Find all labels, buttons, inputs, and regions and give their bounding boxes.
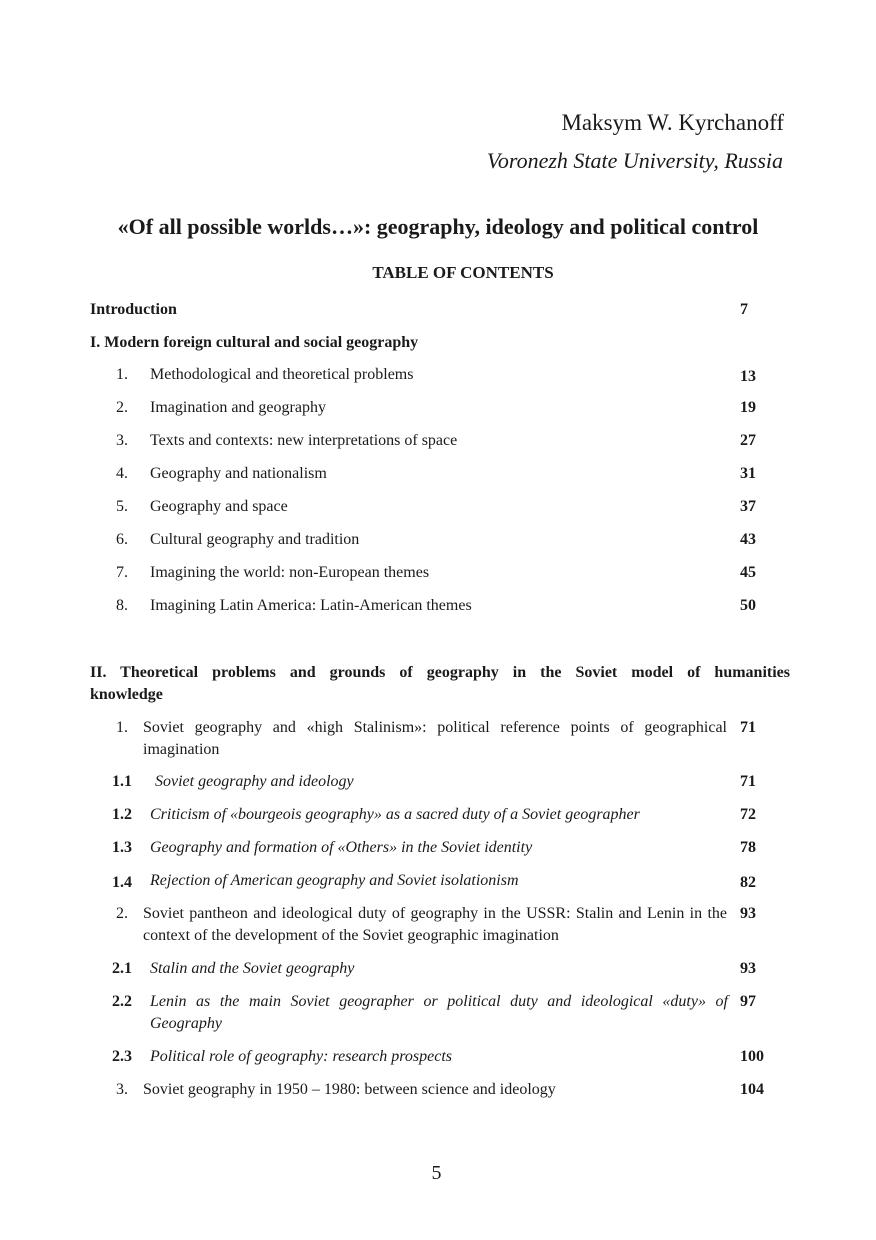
page-number: 5 [431,1162,442,1184]
toc-entry-text: Soviet geography and «high Stalinism»: political reference points of geographical imagination [143,719,727,758]
toc-entry-page: 7 [740,301,748,318]
author-affiliation: Voronezh State University, Russia [486,148,783,173]
toc-entry-number: 6. [116,531,128,548]
toc-subentry-page: 93 [740,960,756,977]
toc-part-2-heading-line2: knowledge [90,686,163,703]
toc-entry-page: 93 [740,905,756,922]
toc-subentry [90,991,790,1035]
toc-entry-page: 19 [740,399,756,416]
document-title: «Of all possible worlds…»: geography, ideology and political control [117,214,759,239]
toc-subentry-page: 82 [740,874,756,891]
toc-entry-text: Imagining Latin America: Latin-American themes [150,597,472,614]
toc-part-2-heading-line1: II. Theoretical problems and grounds of geography in the Soviet model of humanities [90,664,790,681]
toc-subentry-text: Soviet geography and ideology [155,773,354,790]
toc-entry-page: 27 [740,432,756,449]
toc-subentry-page: 97 [740,993,756,1010]
toc-subentry-page: 100 [740,1048,764,1065]
toc-entry-page: 37 [740,498,756,515]
toc-subentry-number: 1.1 [112,773,132,790]
toc-entry-number: 3. [116,1081,128,1098]
toc-entry-text: Soviet geography in 1950 – 1980: between science and ideology [143,1081,556,1098]
toc-subentry-number: 1.2 [112,806,132,823]
author-name: Maksym W. Kyrchanoff [561,110,784,135]
toc-entry-page: 71 [740,719,756,736]
toc-entry-page: 43 [740,531,756,548]
toc-subentry-page: 71 [740,773,756,790]
toc-entry-number: 1. [116,719,128,736]
toc-entry-page: 104 [740,1081,764,1098]
toc-subentry-page: 72 [740,806,756,823]
toc-entry-number: 7. [116,564,128,581]
toc-entry-number: 4. [116,465,128,482]
toc-entry-introduction [90,299,790,321]
toc-subentry-text: Criticism of «bourgeois geography» as a sacred duty of a Soviet geographer [150,806,640,823]
toc-entry-text: Methodological and theoretical problems [150,366,414,383]
toc-entry [90,717,790,761]
toc-subentry-text: Geography and formation of «Others» in the Soviet identity [150,839,533,856]
toc-entry-text: Geography and nationalism [150,465,327,482]
toc-entry-number: 3. [116,432,128,449]
toc-entry-text: Texts and contexts: new interpretations of space [150,432,458,449]
toc-subentry-number: 1.3 [112,839,132,856]
toc-subentry-text: Political role of geography: research prospects [150,1048,453,1065]
toc-entry-text: Soviet pantheon and ideological duty of geography in the USSR: Stalin and Lenin in the context of the development of the Soviet geographic imagination [143,905,727,944]
toc-entry-text: Cultural geography and tradition [150,531,360,548]
toc-subentry-number: 1.4 [112,874,132,891]
toc-subentry-number: 2.2 [112,993,132,1010]
toc-subentry-text: Lenin as the main Soviet geographer or political duty and ideological «duty» of Geography [150,993,728,1032]
toc-entry-number: 5. [116,498,128,515]
toc-entry-text: Imagining the world: non-European themes [150,564,430,581]
toc-entry [90,903,790,947]
toc-subentry-number: 2.1 [112,960,132,977]
toc-subentry-page: 78 [740,839,756,856]
toc-part-1-heading: I. Modern foreign cultural and social geography [90,334,419,351]
toc-entry-number: 1. [116,366,128,383]
toc-entry-text: Imagination and geography [150,399,326,416]
toc-entry-text: Geography and space [150,498,288,515]
toc-entry-page: 13 [740,368,756,385]
toc-subentry-number: 2.3 [112,1048,132,1065]
toc-subentry-text: Stalin and the Soviet geography [150,960,355,977]
toc-entry-page: 45 [740,564,756,581]
toc-subentry-text: Rejection of American geography and Soviet isolationism [150,872,519,889]
toc-heading: TABLE OF CONTENTS [372,263,554,282]
toc-entry-page: 31 [740,465,756,482]
toc-entry-number: 2. [116,905,128,922]
toc-entry-label: Introduction [90,301,177,318]
toc-entry-page: 50 [740,597,756,614]
toc-entry-number: 8. [116,597,128,614]
toc-entry-number: 2. [116,399,128,416]
